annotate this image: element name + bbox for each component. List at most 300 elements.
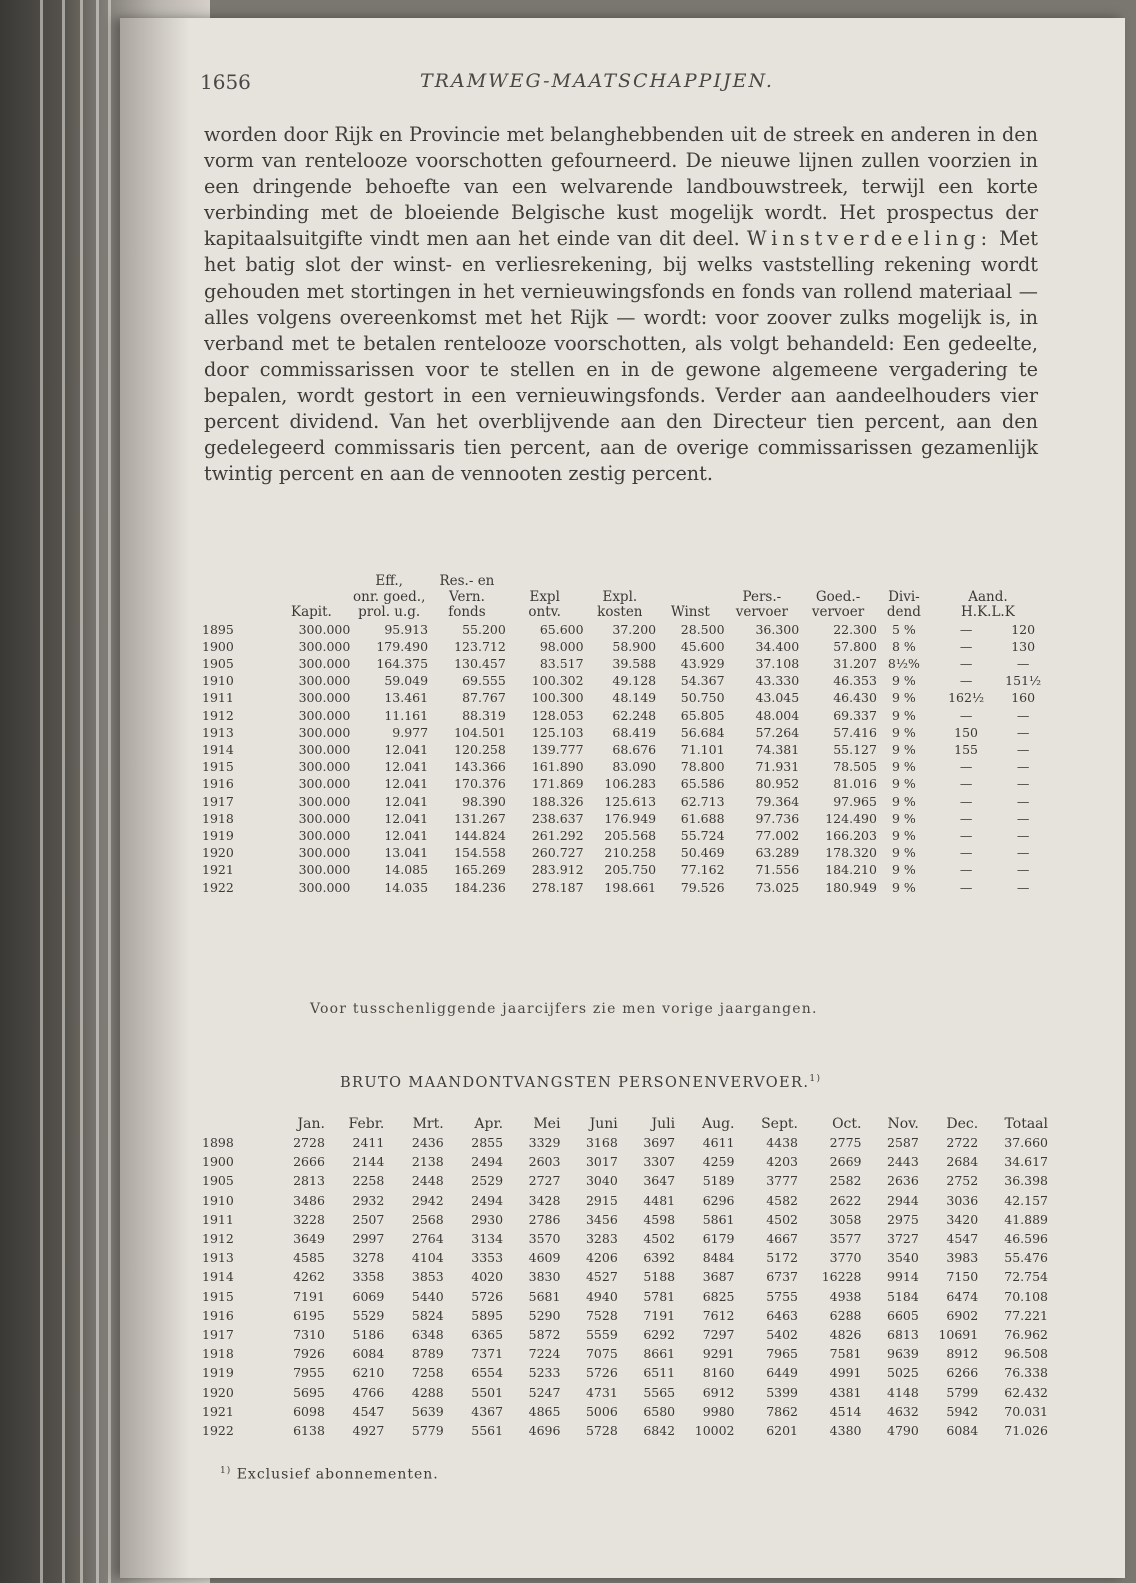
table-cell: 300.000 xyxy=(298,638,351,654)
table-cell: 61.688 xyxy=(680,810,725,826)
table-row xyxy=(200,707,1045,724)
table-cell: 3134 xyxy=(471,1231,504,1247)
table-cell: 4547 xyxy=(946,1231,979,1247)
table-cell: — xyxy=(1016,707,1030,723)
page-header xyxy=(200,70,1040,100)
year-cell: 1921 xyxy=(202,1403,234,1419)
financial-table xyxy=(200,574,1045,896)
table-cell: 39.588 xyxy=(612,655,657,671)
table-cell: 4632 xyxy=(887,1403,919,1419)
table-cell: 106.283 xyxy=(604,776,657,792)
table-cell: 198.661 xyxy=(604,879,657,895)
table-cell: 9 % xyxy=(891,862,916,878)
table-cell: 179.490 xyxy=(376,638,429,654)
table-cell: 28.500 xyxy=(680,621,725,637)
table-cell: 3329 xyxy=(528,1135,561,1150)
table-cell: 4547 xyxy=(352,1403,385,1419)
table-cell: — xyxy=(959,655,973,671)
year-cell: 1914 xyxy=(202,741,234,757)
table-cell: 8661 xyxy=(643,1346,676,1362)
year-cell: 1905 xyxy=(202,1173,234,1189)
col-header: Goed.- xyxy=(815,588,861,605)
table-cell: 2915 xyxy=(585,1192,618,1208)
footnote xyxy=(220,1466,439,1483)
table-cell: 78.505 xyxy=(833,759,877,775)
table-cell: 3486 xyxy=(293,1192,325,1208)
col-header: vervoer xyxy=(735,604,788,620)
footnote-marker: 1) xyxy=(220,1466,232,1476)
table-cell: 300.000 xyxy=(298,621,351,637)
table-cell: 3770 xyxy=(829,1250,862,1266)
table-cell: 5399 xyxy=(766,1384,798,1400)
table-cell: 3697 xyxy=(643,1135,676,1150)
table-cell: 5872 xyxy=(528,1327,561,1343)
table-cell: 6842 xyxy=(643,1423,676,1439)
table-cell: 6098 xyxy=(293,1403,325,1419)
table-cell: 164.375 xyxy=(376,655,429,671)
table-cell: 4585 xyxy=(293,1250,325,1266)
table-cell: 5726 xyxy=(471,1288,504,1304)
table-cell: — xyxy=(959,638,973,654)
table-cell: 7955 xyxy=(293,1365,325,1381)
table-cell: 43.929 xyxy=(680,655,725,671)
table-cell: 2813 xyxy=(293,1173,325,1189)
table-cell: 43.330 xyxy=(755,673,800,689)
table-cell: 78.800 xyxy=(680,759,725,775)
table-cell: 55.127 xyxy=(833,741,877,757)
col-header: ontv. xyxy=(528,604,561,620)
table-cell: 161.890 xyxy=(531,759,584,775)
financial-table-body xyxy=(200,621,1045,896)
table-cell: 9980 xyxy=(702,1403,735,1419)
table-cell: 5779 xyxy=(411,1423,444,1439)
table-cell: — xyxy=(959,673,973,689)
table-cell: 3040 xyxy=(585,1173,618,1189)
month-header: Dec. xyxy=(946,1116,979,1132)
table-cell: 2443 xyxy=(887,1154,919,1170)
table-cell: 8½% xyxy=(887,655,920,671)
table-cell: 2582 xyxy=(829,1173,862,1189)
table-cell: 2587 xyxy=(887,1135,919,1150)
table-cell: 9 % xyxy=(891,690,916,706)
table-cell: 69.337 xyxy=(833,707,877,723)
table-row xyxy=(200,1363,1048,1382)
table-cell: 95.913 xyxy=(384,621,429,637)
table-cell: 7150 xyxy=(946,1269,979,1285)
table-cell: 2669 xyxy=(829,1154,862,1170)
table-cell: 178.320 xyxy=(825,845,877,861)
table-cell: 8160 xyxy=(702,1365,735,1381)
table-cell: 2138 xyxy=(411,1154,444,1170)
table-cell: 4481 xyxy=(643,1192,676,1208)
table-cell: 45.600 xyxy=(680,638,725,654)
year-cell: 1916 xyxy=(202,776,234,792)
table-row xyxy=(200,1171,1048,1190)
table-cell: 7612 xyxy=(702,1307,735,1323)
table-cell: 5639 xyxy=(411,1403,444,1419)
year-cell: 1916 xyxy=(202,1307,234,1323)
table-cell: 4259 xyxy=(702,1154,735,1170)
table-cell: — xyxy=(1016,827,1030,843)
table-cell: 2930 xyxy=(471,1211,504,1227)
table-cell: 71.556 xyxy=(755,862,800,878)
table-cell: 5824 xyxy=(411,1307,444,1323)
table-cell: 4288 xyxy=(411,1384,444,1400)
table-cell: 72.754 xyxy=(1004,1269,1048,1285)
table-cell: 62.432 xyxy=(1004,1384,1048,1400)
table-cell: 87.767 xyxy=(462,690,506,706)
table-cell: 3540 xyxy=(887,1250,919,1266)
table-cell: 2932 xyxy=(352,1192,385,1208)
table-cell: 98.390 xyxy=(462,793,506,809)
table-cell: 3983 xyxy=(946,1250,979,1266)
table-header-row xyxy=(200,574,1045,590)
table-row xyxy=(200,827,1045,844)
month-header: Totaal xyxy=(1004,1116,1048,1132)
table-cell: — xyxy=(1016,724,1030,740)
table-cell: 9291 xyxy=(702,1346,735,1362)
year-cell: 1905 xyxy=(202,655,234,671)
year-cell: 1917 xyxy=(202,1327,234,1343)
table-cell: 12.041 xyxy=(384,759,429,775)
table-cell: 6296 xyxy=(702,1192,735,1208)
table-cell: 300.000 xyxy=(298,827,351,843)
page-number: 1656 xyxy=(200,70,251,94)
table-cell: 37.108 xyxy=(755,655,800,671)
table-cell: 4582 xyxy=(766,1192,798,1208)
table-cell: 50.750 xyxy=(680,690,725,706)
table-cell: 2636 xyxy=(887,1173,919,1189)
table-cell: 6511 xyxy=(643,1365,676,1381)
table-cell: 48.149 xyxy=(612,690,657,706)
table-cell: 180.949 xyxy=(825,879,877,895)
table-cell: 3228 xyxy=(293,1211,325,1227)
table-cell: 4203 xyxy=(766,1154,798,1170)
table-note: Voor tusschenliggende jaarcijfers zie men vorige jaargangen. xyxy=(310,1001,818,1017)
table-cell: 300.000 xyxy=(298,793,351,809)
table-cell: 5942 xyxy=(946,1403,979,1419)
table-cell: 283.912 xyxy=(531,862,584,878)
table-cell: 4367 xyxy=(471,1403,504,1419)
table-cell: 165.269 xyxy=(454,862,506,878)
table-cell: 300.000 xyxy=(298,741,351,757)
monthly-receipts-body xyxy=(200,1133,1048,1440)
table-cell: 98.000 xyxy=(539,638,584,654)
table-cell: 2728 xyxy=(293,1135,325,1150)
table-cell: — xyxy=(1016,741,1030,757)
table-cell: 6554 xyxy=(471,1365,504,1381)
table-cell: 3058 xyxy=(829,1211,862,1227)
table-cell: 6266 xyxy=(946,1365,979,1381)
table-cell: 4766 xyxy=(352,1384,385,1400)
col-header: Eff., xyxy=(375,573,403,589)
month-header: Apr. xyxy=(474,1116,504,1132)
table-row xyxy=(200,1383,1048,1402)
col-header: Winst xyxy=(670,604,710,620)
table-cell: 6210 xyxy=(352,1365,385,1381)
table-cell: 120 xyxy=(1011,621,1036,637)
table-cell: — xyxy=(959,827,973,843)
table-cell: 6449 xyxy=(766,1365,798,1381)
table-cell: 5233 xyxy=(528,1365,561,1381)
monthly-receipts-table xyxy=(200,1115,1048,1440)
table-cell: 70.031 xyxy=(1004,1403,1048,1419)
table-cell: 9 % xyxy=(891,827,916,843)
table-cell: 300.000 xyxy=(298,845,351,861)
table-cell: 7965 xyxy=(766,1346,798,1362)
table-cell: 69.555 xyxy=(462,673,506,689)
table-cell: 171.869 xyxy=(531,776,584,792)
table-cell: 3420 xyxy=(946,1211,979,1227)
table-cell: 13.041 xyxy=(384,845,429,861)
table-cell: 2603 xyxy=(528,1154,561,1170)
table-cell: 5799 xyxy=(946,1384,979,1400)
table-row xyxy=(200,793,1045,810)
col-header: Expl. xyxy=(602,588,638,605)
table-row xyxy=(200,638,1045,655)
table-cell: — xyxy=(1016,879,1030,895)
table-cell: — xyxy=(1016,862,1030,878)
table-row xyxy=(200,672,1045,689)
table-cell: 80.952 xyxy=(755,776,800,792)
table-cell: 57.264 xyxy=(755,724,800,740)
table-cell: 57.416 xyxy=(833,724,877,740)
year-cell: 1913 xyxy=(202,724,234,740)
table-cell: 56.684 xyxy=(680,724,725,740)
year-cell: 1919 xyxy=(202,827,234,843)
table-cell: 48.004 xyxy=(755,707,800,723)
table-row xyxy=(200,1306,1048,1325)
table-row xyxy=(200,1344,1048,1363)
table-cell: 9.977 xyxy=(392,724,429,740)
col-header: Aand. xyxy=(968,588,1008,605)
table-cell: 55.200 xyxy=(462,621,506,637)
table-cell: 2727 xyxy=(528,1173,561,1189)
table-row xyxy=(200,689,1045,706)
table-cell: 4502 xyxy=(766,1211,798,1227)
table-row xyxy=(200,861,1045,878)
col-header: dend xyxy=(886,604,921,620)
year-cell: 1922 xyxy=(202,1423,234,1439)
month-header: Sept. xyxy=(761,1116,798,1132)
table-cell: 12.041 xyxy=(384,827,429,843)
table-cell: 166.203 xyxy=(825,827,877,843)
table-cell: 100.300 xyxy=(531,690,584,706)
table-cell: 2997 xyxy=(352,1231,385,1247)
table-cell: 9 % xyxy=(891,759,916,775)
col-header: Divi- xyxy=(888,588,920,605)
table-cell: 4927 xyxy=(352,1423,385,1439)
col-header: Vern. xyxy=(448,588,485,605)
table-row xyxy=(200,1229,1048,1248)
month-header: Juni xyxy=(589,1116,618,1132)
table-cell: 5895 xyxy=(471,1307,504,1323)
month-header: Nov. xyxy=(887,1116,919,1132)
table-cell: 162½ xyxy=(948,690,985,706)
table-cell: 2494 xyxy=(471,1192,504,1208)
table-cell: 188.326 xyxy=(531,793,584,809)
table-cell: 8912 xyxy=(946,1346,979,1362)
table-cell: 8789 xyxy=(411,1346,444,1362)
table-cell: 170.376 xyxy=(454,776,506,792)
table-cell: 184.210 xyxy=(825,862,877,878)
table-cell: 5290 xyxy=(528,1307,561,1323)
table-cell: 9 % xyxy=(891,707,916,723)
table-cell: 2568 xyxy=(411,1211,444,1227)
table-cell: 7310 xyxy=(293,1327,325,1343)
table-cell: 4262 xyxy=(293,1269,325,1285)
table-cell: 7926 xyxy=(293,1346,325,1362)
table-cell: 12.041 xyxy=(384,776,429,792)
table-cell: 2258 xyxy=(352,1173,385,1189)
table-row xyxy=(200,1402,1048,1421)
table-cell: 7297 xyxy=(702,1327,735,1343)
table-cell: 150 xyxy=(954,724,979,740)
table-cell: 5561 xyxy=(471,1423,504,1439)
month-header: Aug. xyxy=(701,1116,735,1132)
table-cell: 5726 xyxy=(585,1365,618,1381)
table-cell: 7258 xyxy=(411,1365,444,1381)
year-cell: 1922 xyxy=(202,879,234,895)
table-cell: 6288 xyxy=(829,1307,862,1323)
table-cell: — xyxy=(959,810,973,826)
table-cell: 9914 xyxy=(887,1269,919,1285)
table-cell: 76.338 xyxy=(1004,1365,1048,1381)
table-cell: 7862 xyxy=(766,1403,798,1419)
table-cell: 12.041 xyxy=(384,741,429,757)
table-cell: — xyxy=(1016,793,1030,809)
table-header-row xyxy=(200,1115,1048,1133)
year-cell: 1900 xyxy=(202,1154,234,1170)
table-cell: 5 % xyxy=(891,621,916,637)
table-cell: 160 xyxy=(1011,690,1036,706)
table-cell: 5781 xyxy=(643,1288,676,1304)
table-cell: 63.289 xyxy=(755,845,800,861)
footnote-text: Exclusief abonnementen. xyxy=(231,1466,439,1483)
table-row xyxy=(200,741,1045,758)
table-cell: 300.000 xyxy=(298,690,351,706)
table-cell: 5006 xyxy=(585,1403,618,1419)
table-cell: — xyxy=(959,707,973,723)
table-cell: 125.103 xyxy=(531,724,584,740)
table-cell: 5247 xyxy=(528,1384,561,1400)
table-cell: 11.161 xyxy=(384,707,429,723)
table-cell: 5188 xyxy=(643,1269,676,1285)
table-cell: 6392 xyxy=(643,1250,676,1266)
table-row xyxy=(200,1267,1048,1286)
table-cell: 2775 xyxy=(829,1135,862,1150)
col-header: Pers.- xyxy=(742,588,782,605)
table-cell: 2411 xyxy=(352,1135,385,1150)
table-cell: 68.676 xyxy=(612,741,657,757)
table-cell: 176.949 xyxy=(604,810,657,826)
table-cell: 46.353 xyxy=(833,673,877,689)
table-cell: 3456 xyxy=(585,1211,618,1227)
table-cell: 4731 xyxy=(585,1384,618,1400)
table-cell: — xyxy=(959,793,973,809)
table-cell: 3570 xyxy=(528,1231,561,1247)
table-cell: — xyxy=(959,759,973,775)
table-cell: 6084 xyxy=(946,1423,979,1439)
table-cell: 2722 xyxy=(946,1135,979,1150)
table-cell: 65.805 xyxy=(680,707,725,723)
paragraph-text-2: Met het batig slot der winst- en verliesrekening, bij welks vaststelling rekening wordt gehouden met stortingen in het vernieuwingsfonds en fonds van rollend materiaal — alles volgens overeenkomst met het Rijk — wordt: voor zoover zulks mogelijk is, in verband met te betalen rentelooze voorschotten, als volgt behandeld: Een gedeelte, door commissarissen voor te stellen en in de gewone algemeene vergadering te bepalen, wordt gestort in een vernieuwingsfonds. Verder aan aandeelhouders vier percent dividend. Van het overblijvende aan den Directeur tien percent, aan den gedelegeerd commissaris tien percent, aan de overige commissarissen gezamenlijk twintig percent en aan de vennooten zestig percent. xyxy=(204,227,1038,486)
table-cell: 2622 xyxy=(829,1192,862,1208)
year-cell: 1910 xyxy=(202,673,234,689)
table-cell: 104.501 xyxy=(454,724,506,740)
table-cell: 6580 xyxy=(643,1403,676,1419)
table-cell: 34.617 xyxy=(1004,1154,1048,1170)
table-cell: 120.258 xyxy=(454,741,506,757)
table-cell: 6474 xyxy=(946,1288,979,1304)
table-cell: 151½ xyxy=(1005,673,1042,689)
table-cell: 54.367 xyxy=(680,673,725,689)
month-header: Mei xyxy=(533,1116,561,1132)
table-row xyxy=(200,1152,1048,1171)
table-cell: 7075 xyxy=(585,1346,618,1362)
table-cell: 12.041 xyxy=(384,793,429,809)
table-cell: 261.292 xyxy=(531,827,584,843)
table-cell: 9639 xyxy=(887,1346,919,1362)
table-cell: 49.128 xyxy=(612,673,657,689)
year-cell: 1918 xyxy=(202,810,234,826)
table-cell: 5402 xyxy=(766,1327,798,1343)
table-cell: 238.637 xyxy=(531,810,584,826)
table-cell: 2436 xyxy=(411,1135,444,1150)
table-row xyxy=(200,621,1045,638)
table-cell: 7191 xyxy=(293,1288,325,1304)
table-cell: 3830 xyxy=(528,1269,561,1285)
table-cell: 3036 xyxy=(946,1192,979,1208)
running-title: TRAMWEG-MAATSCHAPPIJEN. xyxy=(420,70,774,92)
table-cell: 42.157 xyxy=(1004,1192,1048,1208)
table-cell: 2494 xyxy=(471,1154,504,1170)
table-cell: 139.777 xyxy=(531,741,584,757)
table-cell: 55.724 xyxy=(680,827,725,843)
table-cell: — xyxy=(959,621,973,637)
table-cell: 74.381 xyxy=(755,741,800,757)
table-cell: 130 xyxy=(1011,638,1036,654)
table-cell: 300.000 xyxy=(298,673,351,689)
table-cell: 4940 xyxy=(585,1288,618,1304)
table-cell: 65.586 xyxy=(680,776,725,792)
table-cell: 2448 xyxy=(411,1173,444,1189)
table-cell: 9 % xyxy=(891,845,916,861)
table-cell: 154.558 xyxy=(454,845,506,861)
table-cell: 71.101 xyxy=(680,741,725,757)
year-cell: 1910 xyxy=(202,1192,234,1208)
table-cell: 125.613 xyxy=(604,793,657,809)
table-cell: 123.712 xyxy=(454,638,506,654)
year-cell: 1900 xyxy=(202,638,234,654)
year-cell: 1918 xyxy=(202,1346,234,1362)
table-cell: — xyxy=(1016,776,1030,792)
table-cell: 7191 xyxy=(643,1307,676,1323)
table-cell: 13.461 xyxy=(384,690,429,706)
table-cell: 88.319 xyxy=(462,707,506,723)
table-cell: 97.736 xyxy=(755,810,800,826)
month-header: Juli xyxy=(651,1116,676,1132)
table-cell: 4611 xyxy=(702,1135,735,1150)
month-header: Febr. xyxy=(348,1116,385,1132)
table-row xyxy=(200,655,1045,672)
table-cell: 4609 xyxy=(528,1250,561,1266)
table-row xyxy=(200,1287,1048,1306)
table-cell: 5186 xyxy=(352,1327,385,1343)
table-cell: 4667 xyxy=(766,1231,798,1247)
table-cell: 2942 xyxy=(411,1192,444,1208)
table-cell: — xyxy=(959,845,973,861)
